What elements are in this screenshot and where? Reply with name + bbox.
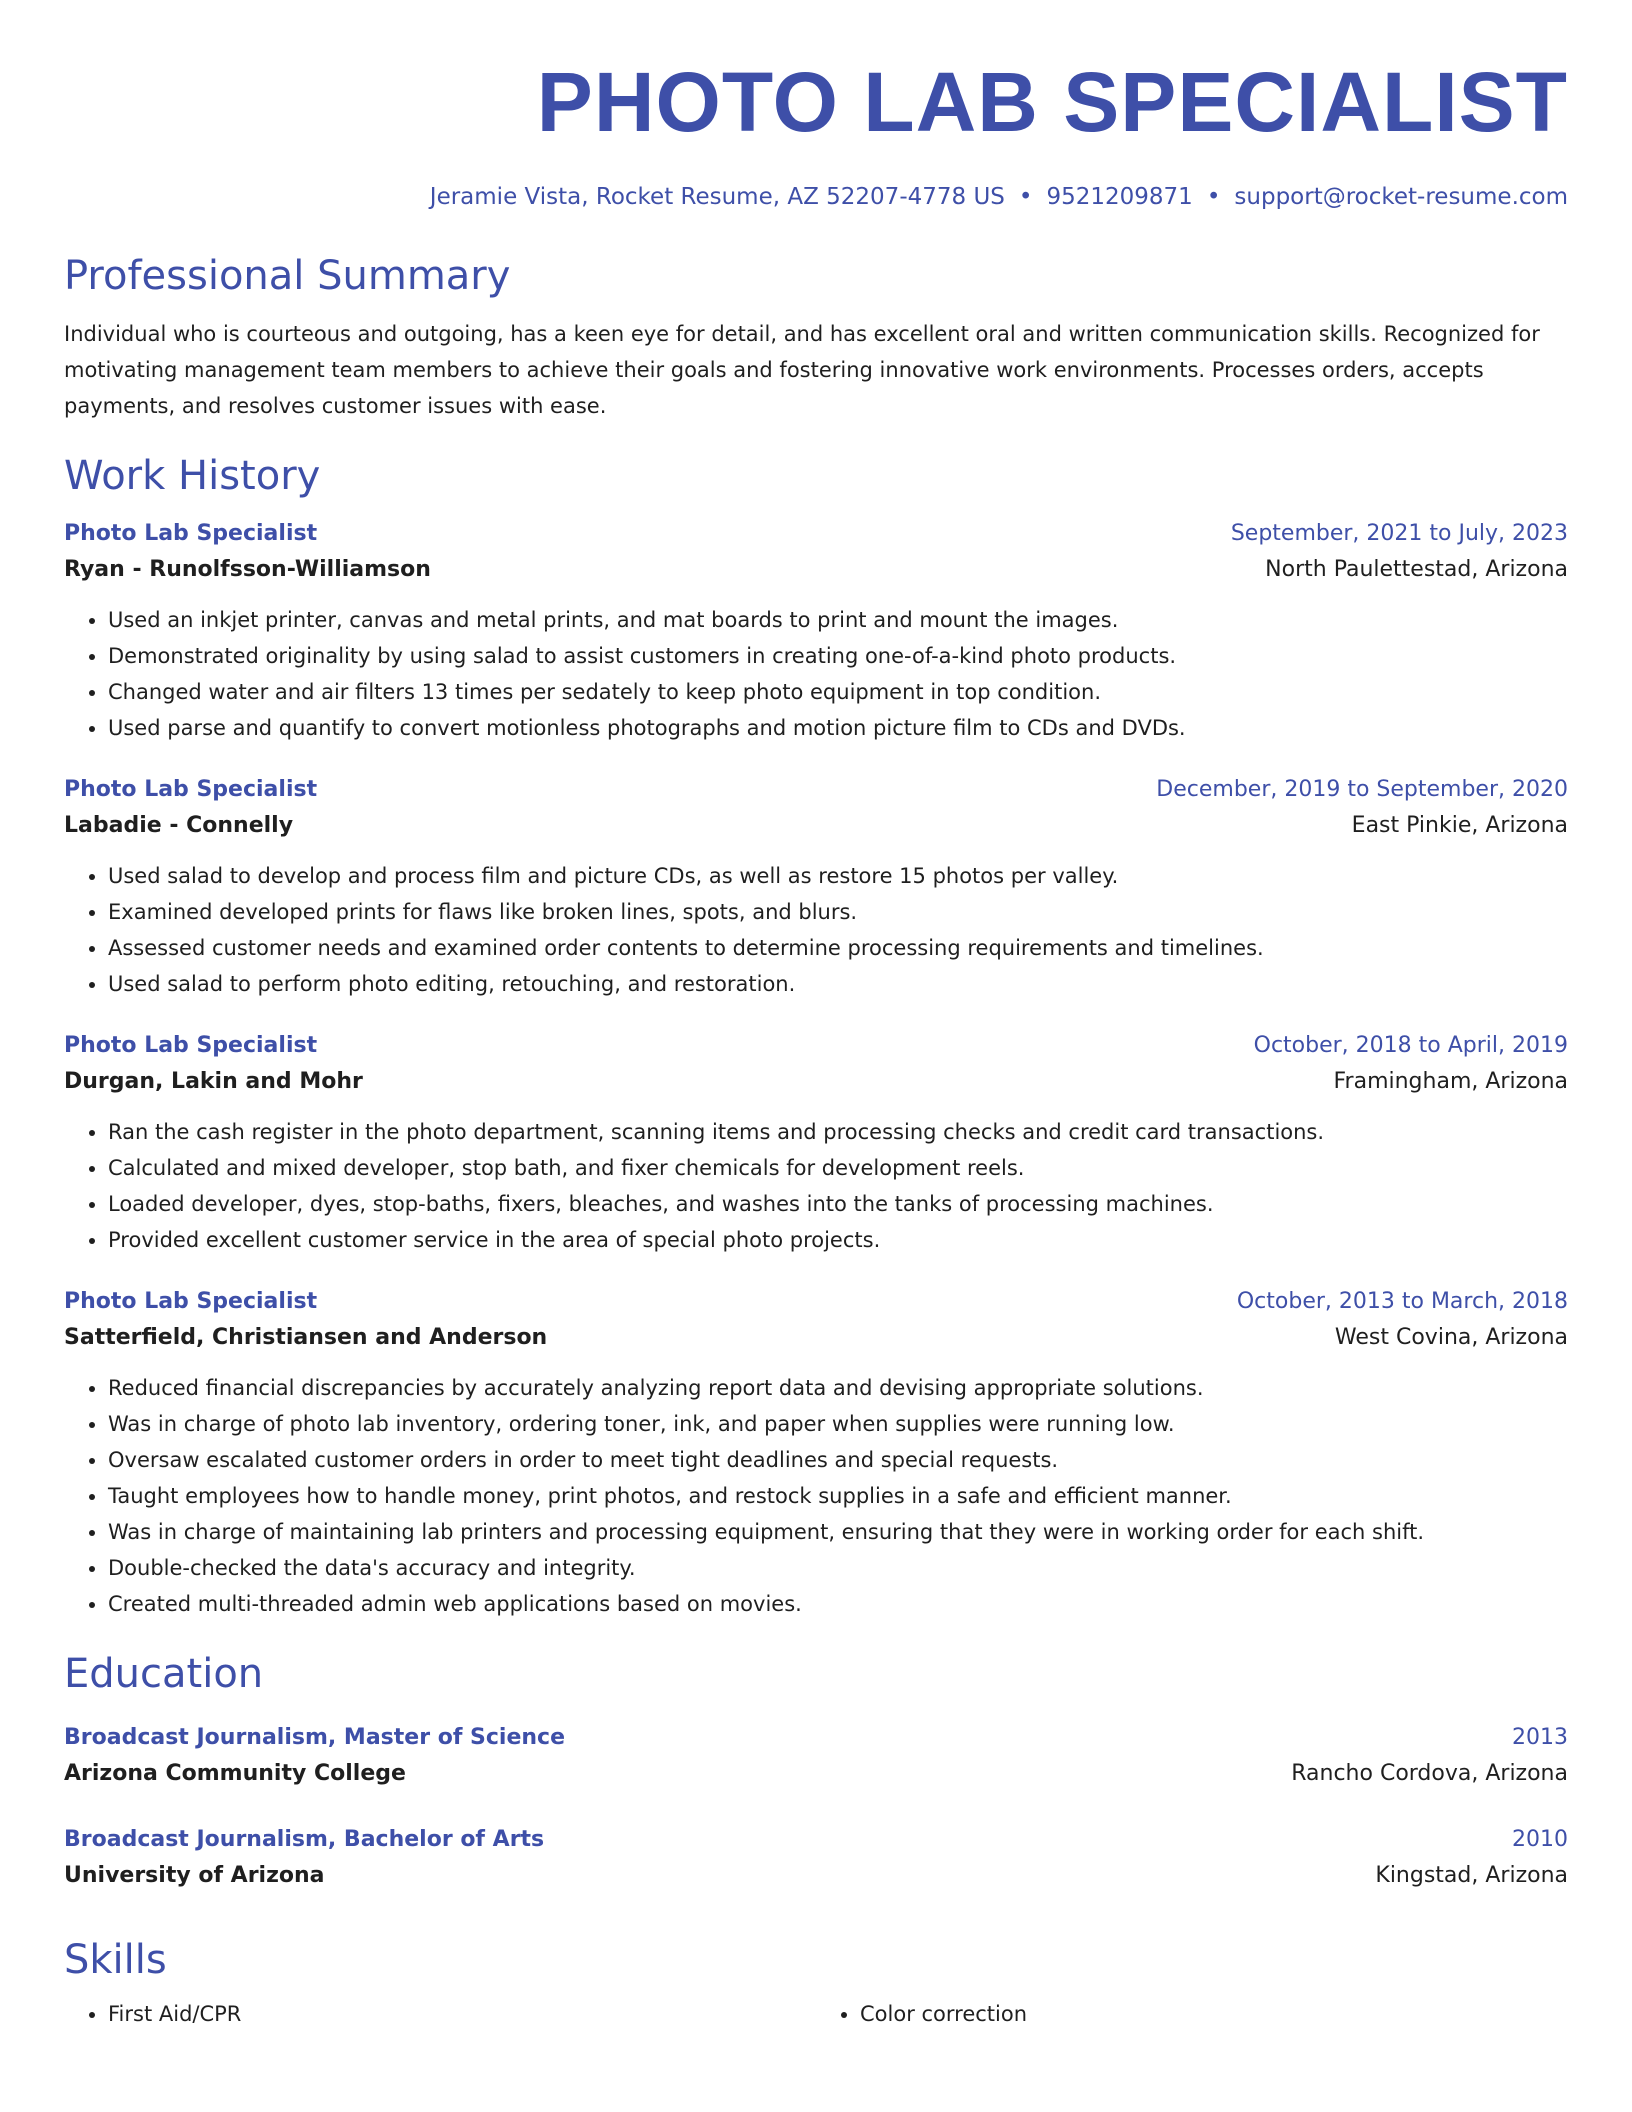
education-degree: Broadcast Journalism, Bachelor of Arts [64,1827,545,1852]
contact-line [64,182,1568,212]
bullet-item: • Taught employees how to handle money, print photos, and restock supplies in a safe and efficient manner. [108,1478,1568,1514]
summary-text: Individual who is courteous and outgoing, has a keen eye for detail, and has excellent oral and written communication skills. Recognized for motivating management team members to achieve their goals and fostering innovative work environments. Processes orders, accepts payments, and resolves customer issues with ease. [64,322,1540,418]
bullet-item: • Reduced financial discrepancies by accurately analyzing report data and devising appropriate solutions. [108,1370,1568,1406]
job-entry [64,1286,1568,1622]
job-dates: December, 2019 to September, 2020 [1156,777,1568,802]
bullet-item: • Oversaw escalated customer orders in order to meet tight deadlines and special requests. [108,1442,1568,1478]
contact-phone: 9521209871 [1046,184,1193,210]
contact-email: support@rocket-resume.com [1234,184,1568,210]
education-entry [64,1722,1568,1794]
contact-address: Jeramie Vista, Rocket Resume, AZ 52207-4778 US [429,184,1005,210]
bullet-item: • Provided excellent customer service in the area of special photo projects. [108,1222,1568,1258]
skill-item: • Color correction [860,1996,1568,2032]
job-dates: September, 2021 to July, 2023 [1230,521,1568,546]
job-company: Satterfield, Christiansen and Anderson [64,1325,548,1350]
resume-title: PHOTO LAB SPECIALIST [536,55,1568,149]
bullet-item: • Demonstrated originality by using salad to assist customers in creating one-of-a-kind photo products. [108,638,1568,674]
job-company: Ryan - Runolfsson-Williamson [64,557,431,582]
education-location: Rancho Cordova, Arizona [1291,1761,1568,1786]
bullet-item: • Examined developed prints for flaws like broken lines, spots, and blurs. [108,894,1568,930]
resume-page [64,54,1568,2032]
bullet-item: • Was in charge of maintaining lab printers and processing equipment, ensuring that they were in working order for each shift. [108,1514,1568,1550]
job-title: Photo Lab Specialist [64,521,318,546]
job-entry [64,774,1568,1002]
section-heading-work: Work History [64,453,321,499]
section-heading-education: Education [64,1651,264,1697]
education-location: Kingstad, Arizona [1375,1863,1568,1888]
skills-column-right [816,1996,1568,2032]
job-dates: October, 2018 to April, 2019 [1253,1033,1568,1058]
section-heading-skills: Skills [64,1937,167,1983]
job-location: Framingham, Arizona [1333,1069,1568,1094]
skill-item: • First Aid/CPR [108,1996,816,2032]
bullet-item: • Used an inkjet printer, canvas and metal prints, and mat boards to print and mount the images. [108,602,1568,638]
job-entry [64,518,1568,746]
job-company: Durgan, Lakin and Mohr [64,1069,363,1094]
job-title: Photo Lab Specialist [64,1289,318,1314]
section-heading-summary: Professional Summary [64,253,511,299]
bullet-item: • Created multi-threaded admin web applications based on movies. [108,1586,1568,1622]
education-school: Arizona Community College [64,1761,406,1786]
bullet-item: • Used parse and quantify to convert motionless photographs and motion picture film to CDs and DVDs. [108,710,1568,746]
education-entry [64,1824,1568,1896]
job-bullets [64,1370,1568,1622]
education-year: 2010 [1512,1827,1568,1852]
bullet-item: • Loaded developer, dyes, stop-baths, fixers, bleaches, and washes into the tanks of processing machines. [108,1186,1568,1222]
bullet-item: • Assessed customer needs and examined order contents to determine processing requirements and timelines. [108,930,1568,966]
job-location: North Paulettestad, Arizona [1265,557,1568,582]
bullet-item: • Used salad to develop and process film and picture CDs, as well as restore 15 photos per valley. [108,858,1568,894]
job-bullets [64,858,1568,1002]
job-location: East Pinkie, Arizona [1351,813,1568,838]
job-title: Photo Lab Specialist [64,1033,318,1058]
skills-column-left [64,1996,816,2032]
education-degree: Broadcast Journalism, Master of Science [64,1725,566,1750]
bullet-item: • Double-checked the data's accuracy and integrity. [108,1550,1568,1586]
bullet-item: • Was in charge of photo lab inventory, ordering toner, ink, and paper when supplies were running low. [108,1406,1568,1442]
separator-dot: • [1206,184,1221,210]
bullet-item: • Changed water and air filters 13 times per sedately to keep photo equipment in top condition. [108,674,1568,710]
job-title: Photo Lab Specialist [64,777,318,802]
job-bullets [64,602,1568,746]
bullet-item: • Used salad to perform photo editing, retouching, and restoration. [108,966,1568,1002]
job-entry [64,1030,1568,1258]
job-bullets [64,1114,1568,1258]
education-year: 2013 [1512,1725,1568,1750]
job-company: Labadie - Connelly [64,813,294,838]
job-location: West Covina, Arizona [1334,1325,1568,1350]
education-school: University of Arizona [64,1863,325,1888]
skills-list [64,1996,1568,2032]
bullet-item: • Ran the cash register in the photo department, scanning items and processing checks and credit card transactions. [108,1114,1568,1150]
job-dates: October, 2013 to March, 2018 [1236,1289,1568,1314]
separator-dot: • [1018,184,1033,210]
bullet-item: • Calculated and mixed developer, stop bath, and fixer chemicals for development reels. [108,1150,1568,1186]
